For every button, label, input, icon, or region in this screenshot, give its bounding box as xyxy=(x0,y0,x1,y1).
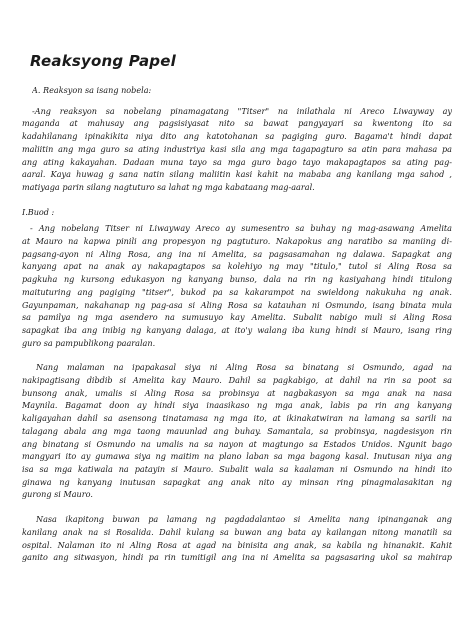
text-line: Maynila. Bagamat doon ay hindi siya inaasikaso ng mga anak, labis pa rin ang kanyang xyxy=(22,400,452,411)
text-line: mangyari ito ay gumawa siya ng maitim na plano laban sa mga bagong kasal. Inutusan niya ang xyxy=(22,451,452,462)
text-line: talagang abala ang mga taong mauunlad ang buhay. Samantala, sa probinsya, nagdesisyon rin xyxy=(22,425,452,436)
text-line: pagsang-ayon ni Aling Rosa, ang ina ni Amelita, sa pagsasamahan ng dalawa. Sapagkat ang xyxy=(22,248,452,259)
paragraph-reaksyon xyxy=(22,105,452,194)
text-line: guro sa pampublikong paaralan. xyxy=(22,337,156,348)
text-line: maliitin ang mga guro sa ating industriya kasi sila ang mga tagapagturo sa atin para mahasa pa xyxy=(22,143,452,154)
text-line: kadahilanang ipinakikita niya dito ang katotohanan sa pagiging guro. Bagama't hindi dapat xyxy=(22,131,452,142)
text-line: ang binatang si Osmundo na umalis na sa nayon at magtungo sa Estados Unidos. Ngunit bago xyxy=(22,438,452,449)
text-line: Gayunpaman, nakahanap ng pag-asa si Aling Rosa sa katauhan ni Osmundo, isang binata mula xyxy=(22,299,452,310)
paragraph-osmundo xyxy=(22,361,452,501)
text-line: ang ating kakayahan. Dadaan muna tayo sa mga guro bago tayo makapagtapos sa ating pag- xyxy=(22,156,452,167)
text-line: Nang malaman na ipapakasal siya ni Aling Rosa sa binatang si Osmundo, agad na xyxy=(36,362,452,373)
text-line: ganito ang sitwasyon, hindi pa rin tumitigil ang ina ni Amelita sa pagsasaring ukol sa mahirap xyxy=(22,552,452,563)
text-line: kanyang apat na anak ay nakapagtapos sa kolehiyo ng may "titulo," tutol si Aling Rosa sa xyxy=(22,261,452,272)
text-line: Nasa ikapitong buwan pa lamang ng pagdadalantao si Amelita nang ipinanganak ang xyxy=(36,514,452,525)
text-line: -Ang reaksyon sa nobelang pinamagatang "Titser" na inilathala ni Areco Liwayway ay xyxy=(32,105,452,116)
text-line: bunsong anak, umalis si Aling Rosa sa probinsya at nagbakasyon sa mga anak na nasa xyxy=(22,387,452,398)
buod-heading: I.Buod : xyxy=(22,206,55,217)
paragraph-buod xyxy=(22,222,452,349)
text-line: gurong si Mauro. xyxy=(22,489,93,500)
paragraph-rosalida xyxy=(22,513,452,564)
text-line: - Ang nobelang Titser ni Liwayway Areco ay sumesentro sa buhay ng mag-asawang Amelita xyxy=(30,223,452,234)
text-line: at Mauro na kapwa pinili ang propesyon ng pagtuturo. Nakapokus ang naratibo sa maniing di- xyxy=(22,236,452,247)
text-line: matiyaga parin silang nagtuturo sa lahat ng mga kabataang mag-aaral. xyxy=(22,181,315,192)
text-line: ginawa ng kanyang inutusan sapagkat ang anak nito ay minsan ring pinagmalasakitan ng xyxy=(22,476,452,487)
text-line: ospital. Nalaman ito ni Aling Rosa at agad na binisita ang anak, sa kabila ng hinanakit. Kahit xyxy=(22,539,452,550)
text-line: maituturing ang pagiging "titser", bukod pa sa kakarampot na swieldong nakukuha ng anak. xyxy=(22,286,452,297)
text-line: kaligayahan dahil sa asensong tinatamasa ng mga ito, at ikinakatwiran na lamang sa sarili na xyxy=(22,413,452,424)
text-line: nakipagtisang dibdib si Amelita kay Mauro. Dahil sa pagkabigo, at dahil na rin sa poot sa xyxy=(22,375,452,386)
document-title: Reaksyong Papel xyxy=(30,52,176,70)
text-line: sa pamilya ng mga asendero na sumusuyo kay Amelita. Subalit nabigo muli si Aling Rosa xyxy=(22,312,452,323)
text-line: maganda at mahusay ang pagsisiyasat nito sa bawat pangyayari sa kwentong ito sa xyxy=(22,118,452,129)
text-line: aaral. Kaya huwag g sana natin silang maliitin kasi kahit na mababa ang kanilang mga sahod , xyxy=(22,169,452,180)
text-line: isa sa mga katiwala na patayin si Mauro. Subalit wala sa kaalaman ni Osmundo na hindi ito xyxy=(22,463,452,474)
text-line: pagkuha ng kursong edukasyon ng kanyang bunso, dala na rin ng kasiyahang hindi titulong xyxy=(22,274,452,285)
text-line: kanilang anak na si Rosalida. Dahil kulang sa buwan ang bata ay kailangan nitong manatili sa xyxy=(22,526,452,537)
text-line: sapagkat iba ang inibig ng kanyang dalaga, at ito'y walang iba kung hindi si Mauro, isang ring xyxy=(22,324,452,335)
intro-line: A. Reaksyon sa isang nobela: xyxy=(32,85,152,95)
